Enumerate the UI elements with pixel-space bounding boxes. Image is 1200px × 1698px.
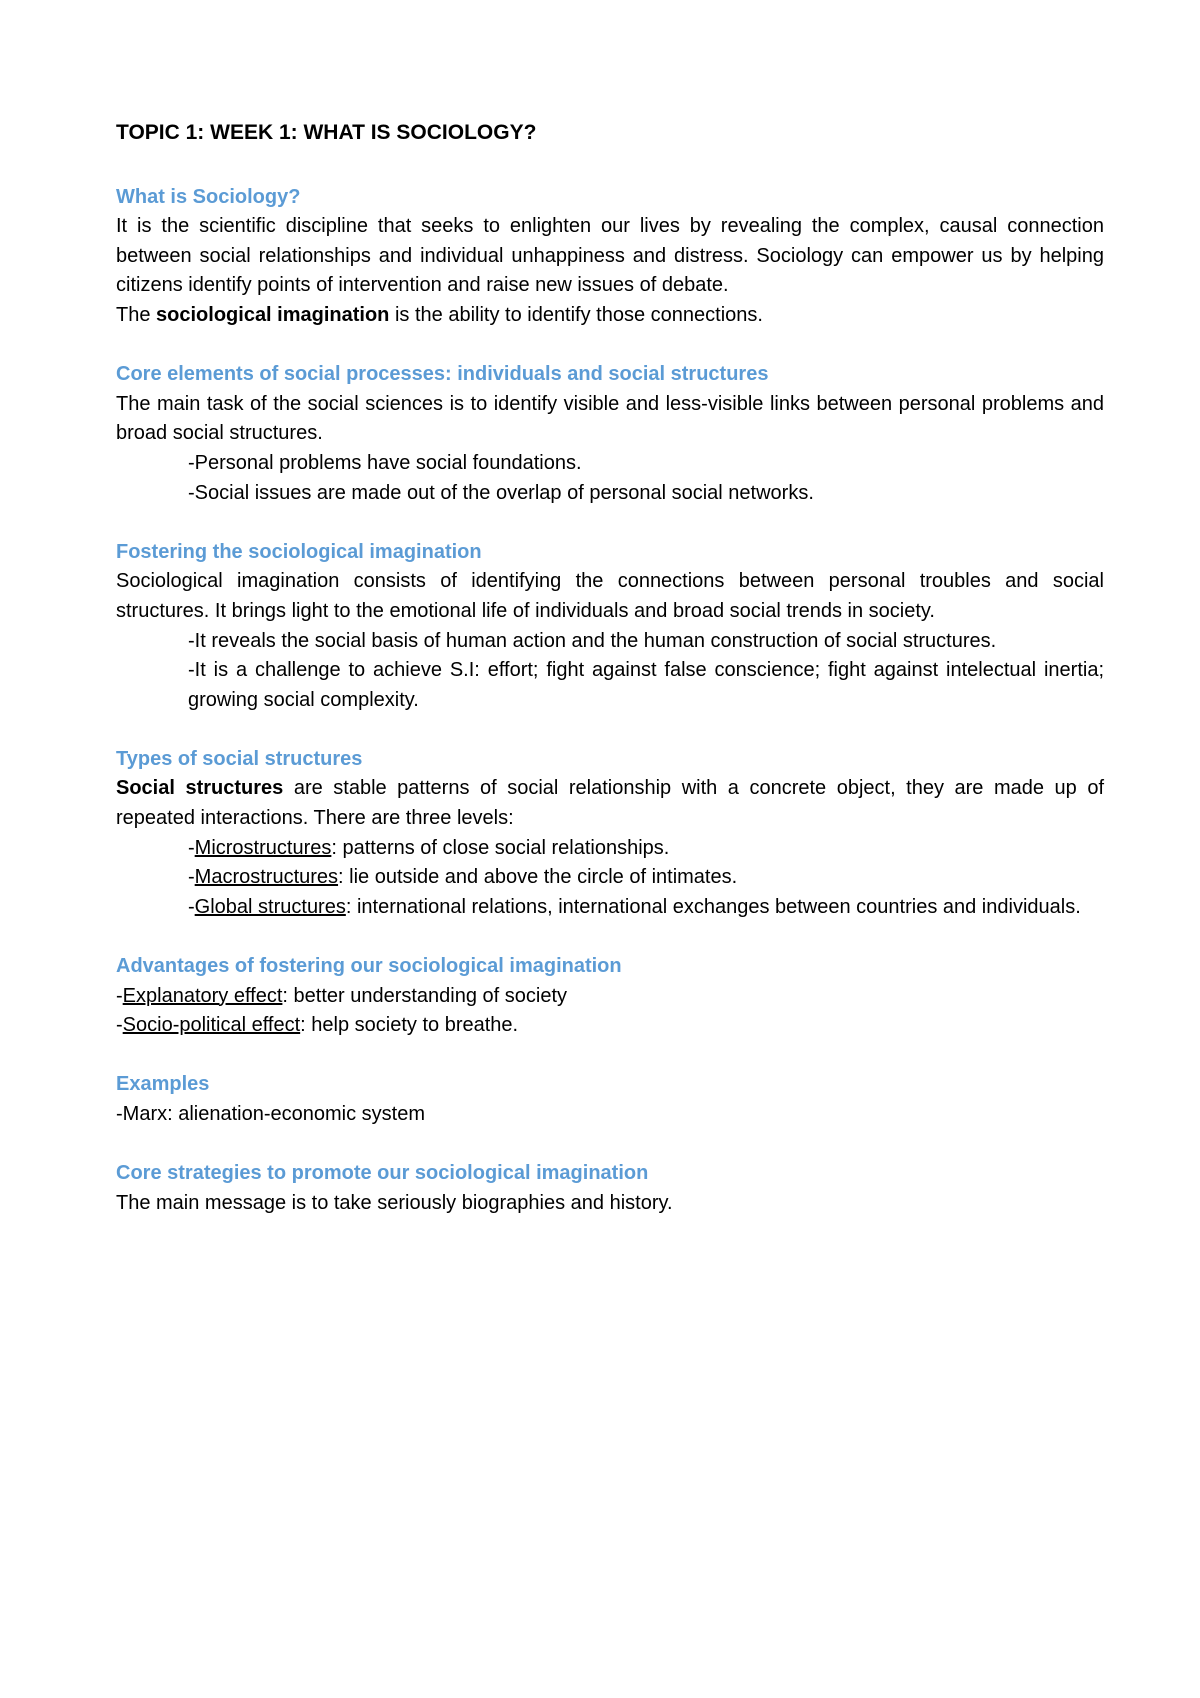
section-heading: Advantages of fostering our sociological imagination (116, 955, 622, 978)
underlined-term: Macrostructures (194, 866, 339, 889)
underlined-term: Explanatory effect (122, 984, 283, 1007)
text-span: are stable patterns of social relationship with a concrete object, they are made up of repeated interactions. There are three levels: (116, 777, 1104, 830)
paragraph: It is the scientific discipline that seeks to enlighten our lives by revealing the complex, causal connection between social relationships and individual unhappiness and distress. Sociology can empower us by helping citizens identify points of intervention and raise new issues of debate. (116, 215, 1104, 297)
section-examples (116, 1070, 1104, 1129)
text-span: is the ability to identify those connections. (389, 303, 763, 326)
bullet-dash: - (116, 1014, 123, 1037)
underlined-term: Socio-political effect (122, 1014, 301, 1037)
text-span: : patterns of close social relationships. (331, 836, 670, 859)
section-types-of-structures (116, 745, 1104, 923)
text-span: : international relations, international exchanges between countries and individuals. (345, 895, 1081, 918)
section-heading: Fostering the sociological imagination (116, 540, 482, 563)
section-heading: Core elements of social processes: individuals and social structures (116, 363, 769, 386)
bullet-line: -It is a challenge to achieve S.I: effort; fight against false conscience; fight against intelectual inertia; growing social complexity. (188, 659, 1104, 711)
bullet-dash: - (188, 895, 195, 918)
text-span: The (116, 303, 157, 326)
section-heading: What is Sociology? (116, 185, 301, 208)
paragraph: The main message is to take seriously biographies and history. (116, 1191, 673, 1214)
section-heading: Core strategies to promote our sociological imagination (116, 1162, 649, 1185)
bullet-line: -Social issues are made out of the overlap of personal social networks. (188, 481, 814, 504)
paragraph: Sociological imagination consists of identifying the connections between personal troubles and social structures. It brings light to the emotional life of individuals and broad social trends in society. (116, 570, 1104, 622)
paragraph: The main task of the social sciences is to identify visible and less-visible links between personal problems and broad social structures. (116, 392, 1104, 445)
text-span: : help society to breathe. (300, 1014, 519, 1037)
bullet-dash: - (188, 866, 195, 889)
text-span: : better understanding of society (282, 984, 568, 1007)
list-line (116, 1011, 1104, 1041)
list-line: -Marx: alienation-economic system (116, 1103, 425, 1125)
text-span: : lie outside and above the circle of intimates. (338, 866, 738, 889)
bullet-line: -Personal problems have social foundations. (188, 451, 582, 474)
section-core-elements (116, 360, 1104, 508)
bullet-line (188, 863, 1104, 893)
bold-term: Social structures (116, 777, 284, 800)
page-title: TOPIC 1: WEEK 1: WHAT IS SOCIOLOGY? (116, 121, 537, 144)
paragraph (116, 301, 1104, 331)
bullet-line: -It reveals the social basis of human action and the human construction of social structures. (188, 629, 997, 652)
section-what-is-sociology (116, 183, 1104, 331)
list-line (116, 982, 1104, 1012)
section-advantages (116, 952, 1104, 1041)
section-heading: Examples (116, 1073, 210, 1096)
bullet-line (188, 893, 1104, 923)
underlined-term: Global structures (194, 895, 346, 918)
bold-term: sociological imagination (156, 303, 390, 326)
bullet-dash: - (116, 984, 123, 1007)
section-fostering (116, 538, 1104, 716)
paragraph (116, 774, 1104, 833)
bullet-line (188, 834, 1104, 864)
underlined-term: Microstructures (194, 836, 332, 859)
bullet-dash: - (188, 836, 195, 859)
section-heading: Types of social structures (116, 747, 363, 770)
document-page (116, 118, 1104, 1248)
section-core-strategies (116, 1159, 1104, 1218)
